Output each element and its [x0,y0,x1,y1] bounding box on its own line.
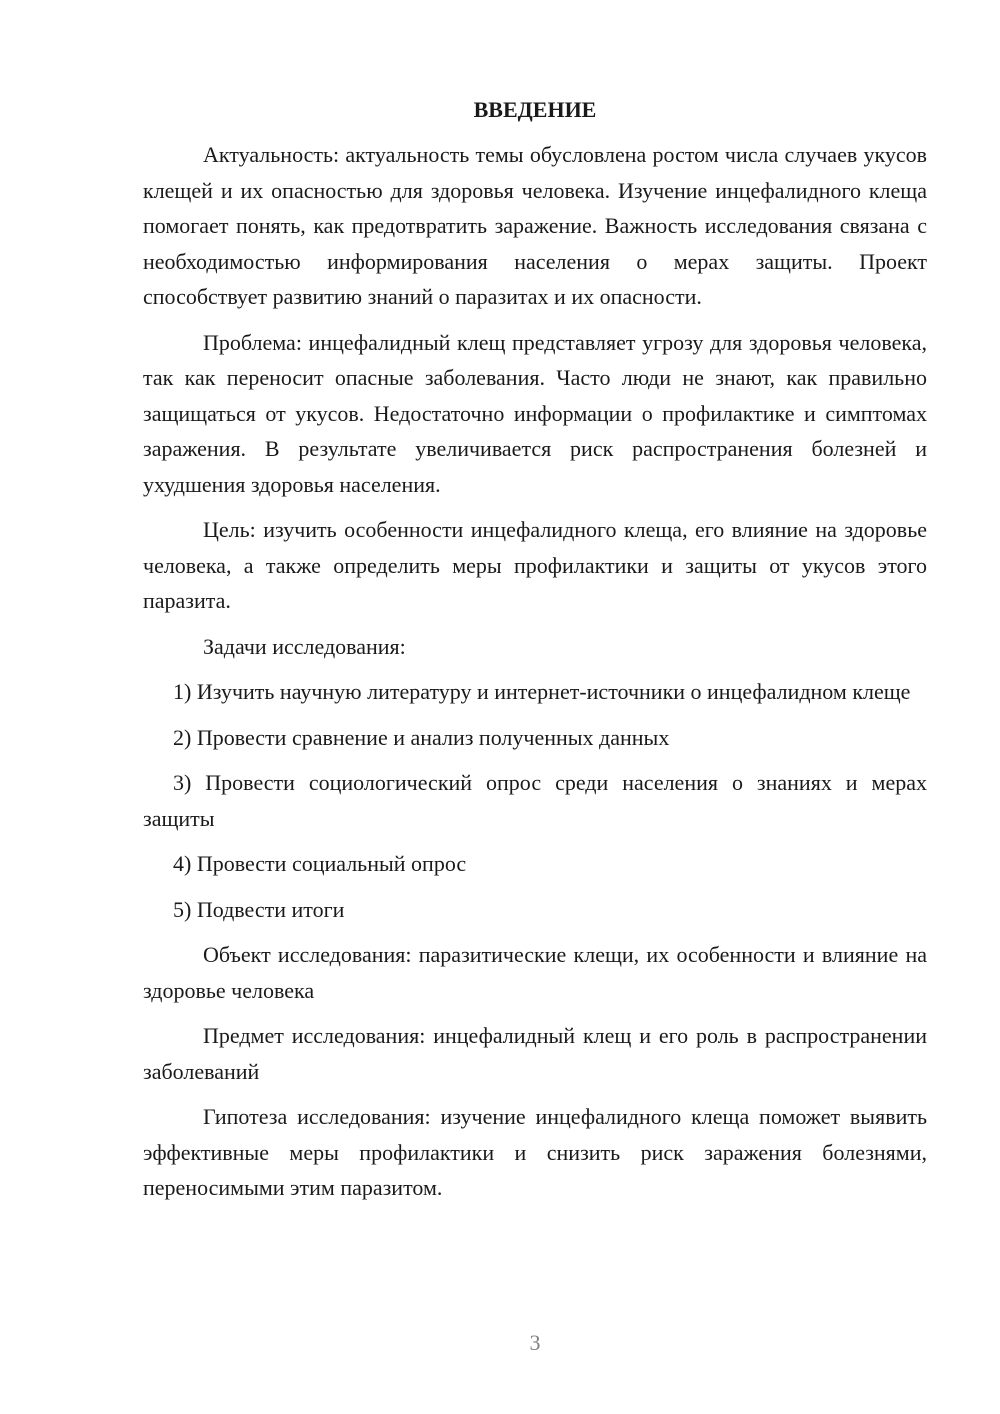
hypothesis-paragraph: Гипотеза исследования: изучение инцефалидного клеща поможет выявить эффективные меры профилактики и снизить риск заражения болезнями, переносимыми этим паразитом. [143,1104,927,1200]
problem-paragraph: Проблема: инцефалидный клещ представляет угрозу для здоровья человека, так как переносит опасные заболевания. Часто люди не знают, как правильно защищаться от укусов. Недостаточно информации о профилактике и симптомах заражения. В результате увеличивается риск распространения болезней и ухудшения здоровья населения. [143,329,927,497]
subject-paragraph: Предмет исследования: инцефалидный клещ и его роль в распространении заболеваний [143,1023,927,1084]
task-item-4: 4) Провести социальный опрос [173,851,467,876]
task-item-5: 5) Подвести итоги [173,896,345,922]
tasks-heading: Задачи исследования: [203,633,406,659]
goal-paragraph: Цель: изучить особенности инцефалидного клеща, его влияние на здоровье человека, а также определить меры профилактики и защиты от укусов этого паразита. [143,517,927,613]
section-title: ВВЕДЕНИЕ [473,97,597,122]
page-number: 3 [529,1330,541,1355]
document-page [143,92,927,1216]
object-paragraph: Объект исследования: паразитические клещи, их особенности и влияние на здоровье человека [143,942,927,1003]
task-item-1: 1) Изучить научную литературу и интернет-источники о инцефалидном клеще [173,679,911,704]
task-item-3: 3) Провести социологический опрос среди населения о знаниях и мерах защиты [143,770,927,831]
task-item-2: 2) Провести сравнение и анализ полученных данных [173,724,670,750]
relevance-paragraph: Актуальность: актуальность темы обусловлена ростом числа случаев укусов клещей и их опасностью для здоровья человека. Изучение инцефалидного клеща помогает понять, как предотвратить заражение. Важность исследования связана с необходимостью информирования населения о мерах защиты. Проект способствует развитию знаний о паразитах и их опасности. [143,142,927,309]
